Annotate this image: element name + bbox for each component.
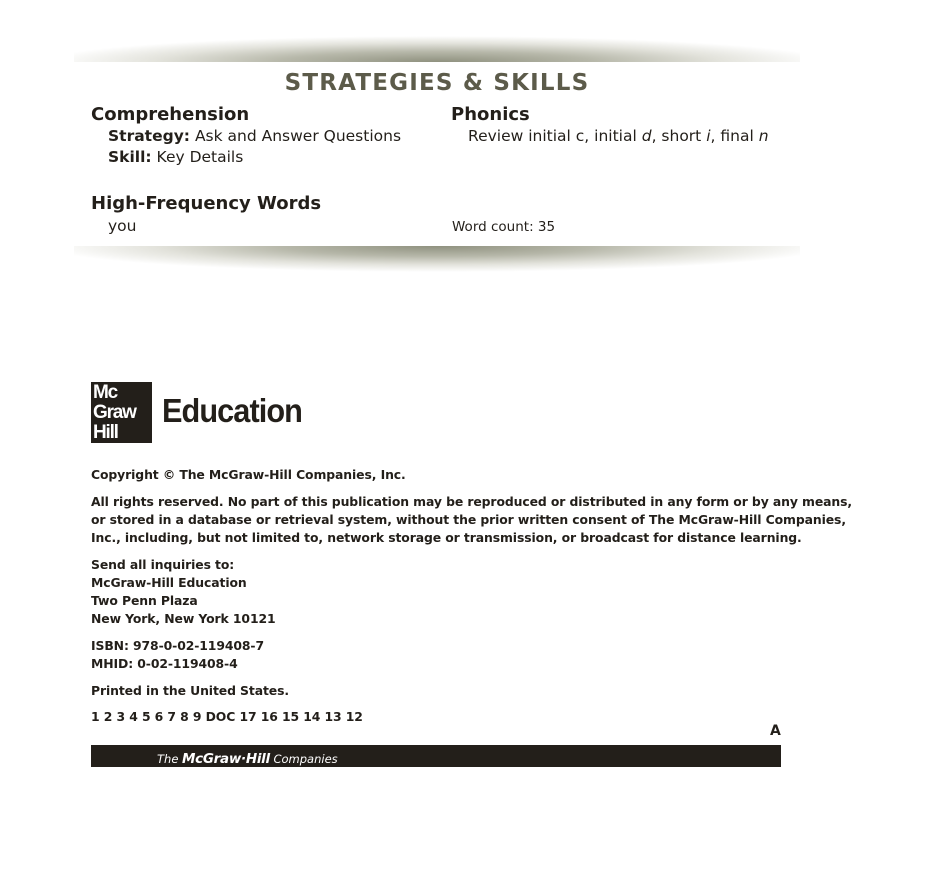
inquiries-line-4: New York, New York 10121 [91,611,276,626]
phonics-letter-d: d [641,127,652,145]
phonics-letter-n: n [758,127,769,145]
footer-brand [157,748,338,767]
logo-line-graw: Graw [93,402,136,423]
logo-wordmark: Education [162,392,302,429]
logo-line-hill: Hill [93,422,118,443]
inquiries-line-3: Two Penn Plaza [91,593,198,608]
high-frequency-heading: High-Frequency Words [91,193,322,214]
printed-line: Printed in the United States. [91,683,289,698]
skill-label: Skill: [108,148,152,166]
word-count: Word count: 35 [452,219,556,235]
phonics-text: , short [651,127,707,145]
skill-line [108,148,243,166]
strategy-line [108,127,401,145]
footer-brand-name: McGraw·Hill [182,751,270,767]
inquiries-line-1: Send all inquiries to: [91,557,235,572]
copyright-line: Copyright © The McGraw-Hill Companies, Inc. [91,467,406,482]
logo-line-mc: Mc [93,382,117,403]
panel-title: STRATEGIES & SKILLS [284,70,590,96]
footer-brand-the: The [157,752,183,766]
footer-brand-companies: Companies [269,752,338,766]
comprehension-heading: Comprehension [91,104,250,125]
strategy-value: Ask and Answer Questions [194,127,402,145]
phonics-text: , final [710,127,759,145]
print-number-line: 1 2 3 4 5 6 7 8 9 DOC 17 16 15 14 13 12 [91,709,363,724]
phonics-heading: Phonics [451,104,530,125]
rights-line-1: All rights reserved. No part of this publication may be reproduced or distributed in any form or by any means, [91,494,853,509]
edition-letter: A [770,723,781,739]
high-frequency-words: you [108,217,137,235]
footer-bar [91,745,781,767]
inquiries-line-2: McGraw-Hill Education [91,575,247,590]
strategy-label: Strategy: [108,127,190,145]
rights-line-2: or stored in a database or retrieval system, without the prior written consent of The McGraw-Hill Companies, [91,512,846,527]
phonics-letter-i: i [706,127,711,145]
mcgraw-hill-logo [91,382,152,443]
phonics-line [468,127,769,145]
isbn: ISBN: 978-0-02-119408-7 [91,638,264,653]
rights-line-3: Inc., including, but not limited to, network storage or transmission, or broadcast for distance learning. [91,530,802,545]
phonics-text: Review initial c, initial [468,127,642,145]
mhid: MHID: 0-02-119408-4 [91,656,238,671]
panel-bottom-shadow [74,246,800,272]
panel-top-shadow [74,36,800,62]
skill-value: Key Details [156,148,244,166]
